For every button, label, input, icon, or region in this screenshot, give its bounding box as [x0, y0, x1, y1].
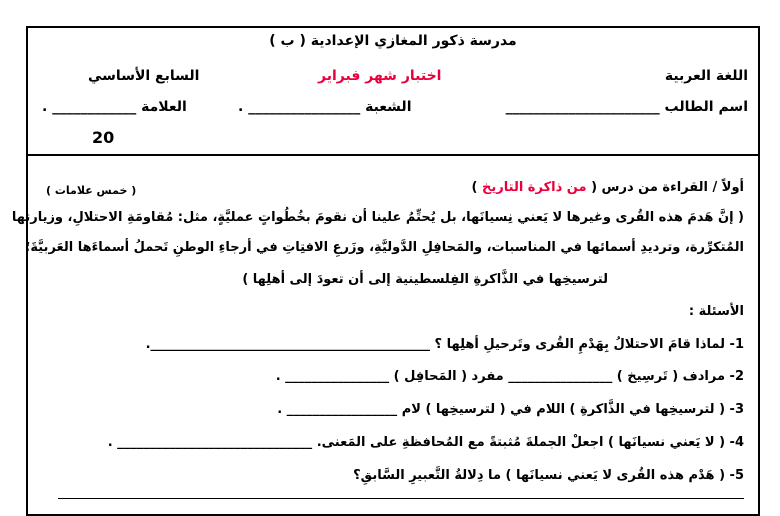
answer-line[interactable]: [58, 498, 744, 499]
exam-sheet: [11, 26, 760, 516]
mark-field[interactable]: العلامة ____________ .: [42, 99, 187, 115]
passage-line: لترسيخِها في الذَّاكرةِ الفِلسطينية إلى أن تعودَ إلى أهلِها ): [242, 272, 608, 287]
grade-label: السابع الأساسي: [88, 68, 200, 84]
mark-label: العلامة: [141, 99, 187, 115]
exam-header: [28, 28, 758, 156]
question-item[interactable]: 3- ( لترسيخِها في الذَّاكرةِ ) اللام في ( لترسيخِها ) لام _________________ .: [277, 402, 744, 417]
section-heading-prefix: أولاً / القراءة من درس (: [591, 180, 744, 195]
section-heading-suffix: ): [471, 180, 483, 195]
lesson-name: من ذاكرة التاريخ: [482, 180, 592, 195]
question-item[interactable]: 1- لماذا قامَ الاحتلالُ بِهَدْمِ القُرى وتَرحيلِ أهلِها ؟ ___________________________________________.: [145, 337, 744, 352]
question-item[interactable]: 2- مرادف ( تَرسِيخ ) ________________ مفرد ( المَحافِل ) ________________ .: [275, 369, 744, 384]
section-label: الشعبة: [365, 99, 412, 115]
questions-label: الأسئلة :: [688, 304, 744, 319]
school-name: مدرسة ذكور المغازي الإعدادية ( ب ): [269, 33, 517, 49]
section-heading: [472, 180, 744, 195]
question-item[interactable]: 5- ( هَدْم هذه القُرى لا يَعني نسيانَها ) ما دِلالةُ التَّعبيرِ السَّابقِ؟: [353, 468, 744, 483]
exam-title: اختبار شهر فبراير: [318, 68, 442, 84]
question-item[interactable]: 4- ( لا يَعني نسيانَها ) اجعلْ الجملةَ مُثبتةً مع المُحافظةِ على المَعنى. ______________________________ .: [107, 435, 744, 450]
subject-label: اللغة العربية: [664, 68, 748, 84]
student-name-field[interactable]: اسم الطالب ______________________: [505, 99, 748, 115]
section-field[interactable]: الشعبة ________________ .: [238, 99, 412, 115]
passage-line: ( إنَّ هَدمَ هذه القُرى وغيرها لا يَعني نِسيانَها، بل يُحتِّمُ علينا أن نقومَ بخُطُواتٍ عمليَّةٍ، مثل: مُقاومَةِ الاحتلالِ، وزيارتها: [11, 210, 744, 225]
marks-note: ( خمس علامات ): [46, 184, 137, 197]
total-mark: 20: [92, 128, 115, 147]
student-name-label: اسم الطالب: [664, 99, 748, 115]
passage-line: المُتكرِّرة، وترديدِ أسمائها في المناسبات، والمَحافِلِ الدَّوليَّةِ، وزَرعِ الافتِاتِ في أرجاءِ الوطنِ تَحملُ أسماءَها العَربيَّةَ؛: [25, 240, 744, 255]
